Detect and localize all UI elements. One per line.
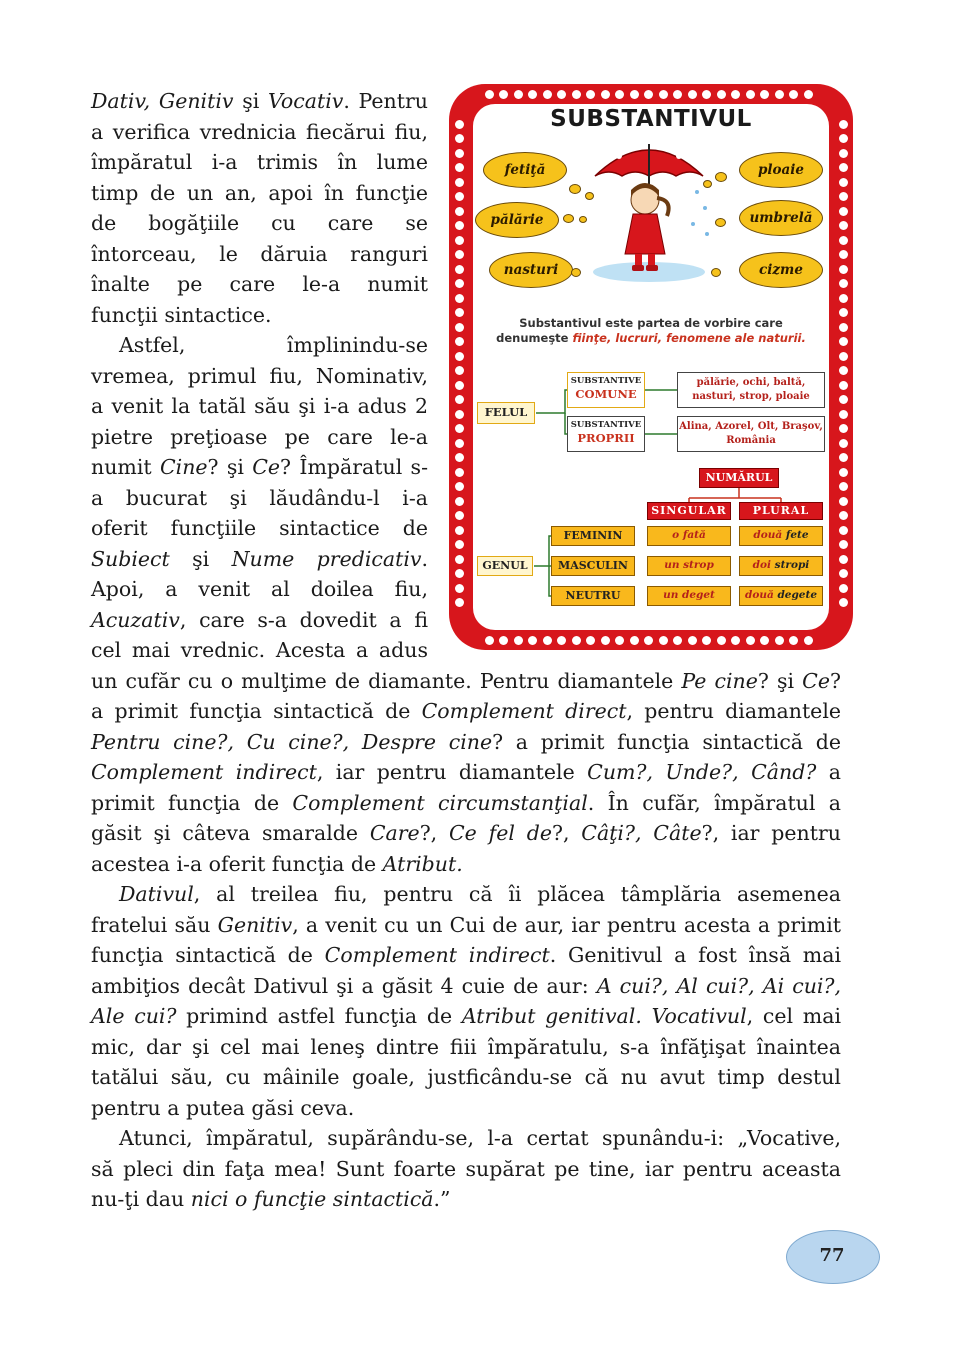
cloud-fetita: fetiţă xyxy=(483,152,567,188)
genul-box: GENUL xyxy=(477,556,533,576)
comune-examples: pălărie, ochi, baltă, nasturi, strop, ploaie xyxy=(677,372,825,408)
text-line: un cufăr cu o mulţime de diamante. Pentru diamantele Pe cine? şi Ce? xyxy=(91,669,841,693)
text-line: înalte pe care le-a numit xyxy=(91,272,428,296)
masculin-box: MASCULIN xyxy=(551,556,635,576)
text-line: Ale cui? primind astfel funcţia de Atribut genitival. Vocativul, cel mai xyxy=(91,1004,842,1028)
page-number: 77 xyxy=(819,1245,845,1266)
text-line: Dativ, Genitiv şi Vocativ. Pentru xyxy=(91,89,429,113)
text-line: Atunci, împăratul, supărându-se, l-a certat spunându-i: „Vocative, xyxy=(119,1126,841,1150)
text-line: să pleci din faţa mea! Sunt foarte supărat pe tine, iar pentru aceasta xyxy=(91,1157,841,1181)
numarul-box: NUMĂRUL xyxy=(699,468,779,488)
text-line: ambiţios decât Dativul şi a găsit 4 cuie de aur: A cui?, Al cui?, Ai cui?, xyxy=(91,974,841,998)
text-line: pentru a putea găsi ceva. xyxy=(91,1096,355,1120)
text-line: întorceau, le dăruia ranguri xyxy=(91,242,428,266)
text-line: acestea i-a oferit funcţia de Atribut. xyxy=(91,852,463,876)
text-line: Complement indirect, iar pentru diamantele Cum?, Unde?, Când? a xyxy=(91,760,841,784)
text-line: împăratul i-a trimis în lume xyxy=(91,150,428,174)
plural-box: PLURAL xyxy=(739,502,823,520)
cloud-palarie: pălărie xyxy=(475,202,559,238)
text-line: mic, dar şi cel mai leneş dintre fiii împăratulu, s-a înfăţişat înaintea xyxy=(91,1035,841,1059)
text-line: Subiect şi Nume predicativ. xyxy=(91,547,428,571)
substantivul-poster xyxy=(449,84,853,650)
text-line: funcţia sintactică de Complement indirect. Genitivul a fost însă mai xyxy=(91,943,842,967)
proprii-box: SUBSTANTIVE PROPRII xyxy=(567,416,645,452)
singular-masculin: un strop xyxy=(647,556,731,576)
proprii-examples: Alina, Azorel, Olt, Braşov, România xyxy=(677,416,825,452)
cloud-cizme: cizme xyxy=(739,252,823,288)
comune-box: SUBSTANTIVE COMUNE xyxy=(567,372,645,408)
text-line: găsit şi câteva smaralde Care?, Ce fel de?, Câţi?, Câte?, iar pentru xyxy=(91,821,841,845)
text-line: nu-ţi dau nici o funcţie sintactică.” xyxy=(91,1187,451,1211)
text-line: a primit funcţia sintactică de Complement direct, pentru diamantele xyxy=(91,699,842,723)
feminin-box: FEMININ xyxy=(551,526,635,546)
text-line: numit Cine? şi Ce? Împăratul s- xyxy=(91,455,428,479)
text-line: cel mai vrednic. Acesta a adus xyxy=(91,638,428,662)
text-line: a venit la tatăl său şi i-a adus 2 xyxy=(91,394,428,418)
neutru-box: NEUTRU xyxy=(551,586,635,606)
singular-feminin: o fată xyxy=(647,526,731,546)
text-line: Acuzativ, care s-a dovedit a fi xyxy=(91,608,428,632)
plural-neutru: două degete xyxy=(739,586,823,606)
cloud-ploaie: ploaie xyxy=(739,152,823,188)
text-line: Pentru cine?, Cu cine?, Despre cine? a primit funcţia sintactică de xyxy=(91,730,841,754)
text-line: tatălui său, cu mâinile goale, justficându-se că nu avut timp destul xyxy=(91,1065,841,1089)
text-line: Astfel, împlinindu-se xyxy=(119,333,428,357)
plural-feminin: două fete xyxy=(739,526,823,546)
plural-masculin: doi stropi xyxy=(739,556,823,576)
text-line: funcţii sintactice. xyxy=(91,303,272,327)
text-line: Apoi, a venit al doilea fiu, xyxy=(91,577,428,601)
poster-title: SUBSTANTIVUL xyxy=(550,106,752,132)
text-line: fratelui său Genitiv, a venit cu un Cui de aur, iar pentru acesta a primit xyxy=(91,913,841,937)
text-line: primit funcţia de Complement circumstanţial. În cufăr, împăratul a xyxy=(91,791,841,815)
text-line: a verifica vrednicia fiecărui fiu, xyxy=(91,120,428,144)
text-line: oferit funcţiile sintactice de xyxy=(91,516,428,540)
text-line: timp de un an, apoi în funcţie xyxy=(91,181,428,205)
singular-neutru: un deget xyxy=(647,586,731,606)
felul-box: FELUL xyxy=(477,402,535,424)
text-line: Dativul, al treilea fiu, pentru că îi plăcea tâmplăria asemenea xyxy=(119,882,841,906)
cloud-nasturi: nasturi xyxy=(489,252,573,288)
text-line: de bogăţiile cu care se xyxy=(91,211,428,235)
poster-definition: Substantivul este partea de vorbire care denumeşte fiinţe, lucruri, fenomene ale naturii. xyxy=(496,316,806,345)
text-line: pietre preţioase pe care le-a xyxy=(91,425,428,449)
cloud-umbrela: umbrelă xyxy=(739,200,823,236)
text-line: a bucurat şi lăudându-l i-a xyxy=(91,486,428,510)
singular-box: SINGULAR xyxy=(647,502,731,520)
text-line: vremea, primul fiu, Nominativ, xyxy=(91,364,428,388)
